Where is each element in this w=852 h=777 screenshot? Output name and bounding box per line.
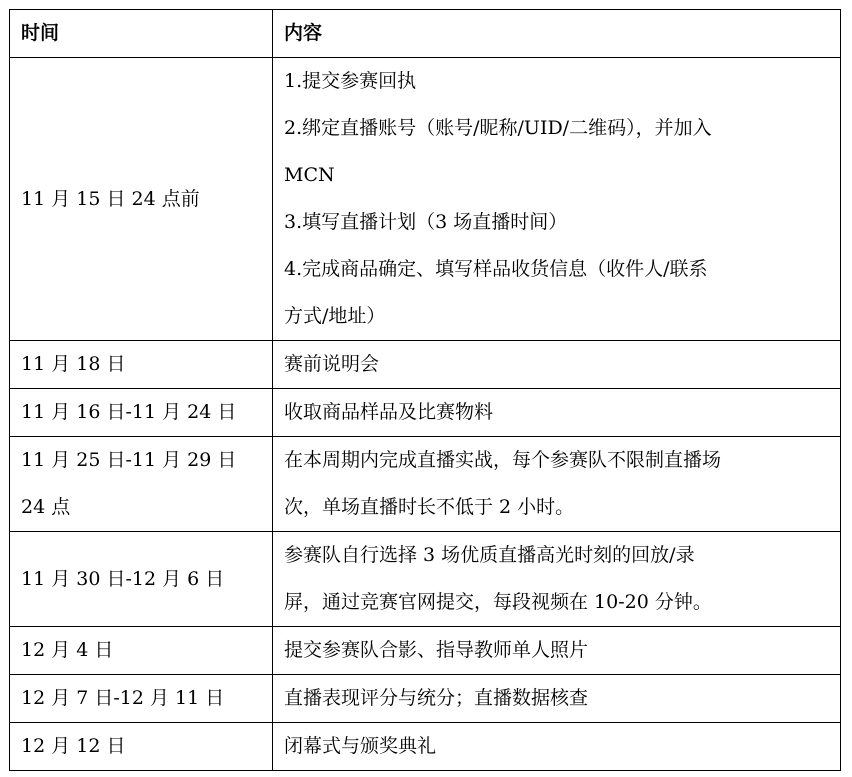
time-cell: 11 月 30 日-12 月 6 日 [10,532,273,627]
content-line: 赛前说明会 [284,353,380,375]
content-line: 3.填写直播计划（3 场直播时间） [284,211,568,233]
time-cell: 11 月 16 日-11 月 24 日 [10,389,273,437]
time-cell: 11 月 15 日 24 点前 [10,58,273,341]
content-line: 闭幕式与颁奖典礼 [284,735,437,757]
time-cell [10,437,273,532]
content-line: MCN [284,164,335,186]
content-line: 4.完成商品确定、填写样品收货信息（收件人/联系 [284,258,708,280]
content-line: 次，单场直播时长不低于 2 小时。 [284,496,575,518]
table-row [10,675,841,723]
table-row [10,341,841,389]
time-cell: 11 月 18 日 [10,341,273,389]
content-cell [273,675,841,723]
content-cell [273,437,841,532]
table-header-row [10,10,841,58]
time-cell: 12 月 12 日 [10,723,273,771]
content-cell [273,532,841,627]
table-row [10,723,841,771]
content-line: 提交参赛队合影、指导教师单人照片 [284,639,589,661]
table-row [10,437,841,532]
time-line: 24 点 [21,496,71,518]
time-cell: 12 月 7 日-12 月 11 日 [10,675,273,723]
schedule-table [9,9,841,771]
content-line: 收取商品样品及比赛物料 [284,401,494,423]
content-line: 直播表现评分与统分；直播数据核查 [284,687,589,709]
content-cell [273,723,841,771]
content-cell [273,58,841,341]
content-cell [273,341,841,389]
content-cell [273,389,841,437]
content-line: 在本周期内完成直播实战，每个参赛队不限制直播场 [284,449,722,471]
table-row [10,532,841,627]
table-row [10,58,841,341]
column-header-time: 时间 [10,10,273,58]
content-cell [273,627,841,675]
content-line: 屏，通过竞赛官网提交，每段视频在 10-20 分钟。 [284,591,712,613]
content-line: 方式/地址） [284,305,386,327]
content-line: 1.提交参赛回执 [284,70,417,92]
table-row [10,389,841,437]
time-line: 11 月 25 日-11 月 29 日 [21,449,237,471]
table-row [10,627,841,675]
content-line: 参赛队自行选择 3 场优质直播高光时刻的回放/录 [284,544,695,566]
time-cell: 12 月 4 日 [10,627,273,675]
content-line: 2.绑定直播账号（账号/昵称/UID/二维码），并加入 [284,117,712,139]
column-header-content: 内容 [273,10,841,58]
